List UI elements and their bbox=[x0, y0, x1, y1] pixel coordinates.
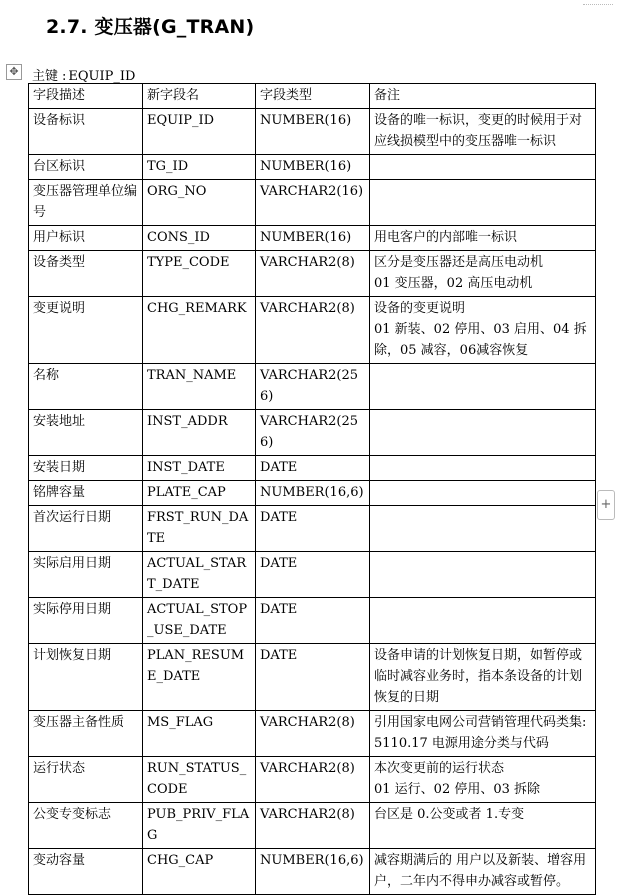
field-type-cell[interactable]: VARCHAR2(8) bbox=[256, 803, 370, 849]
field-note-cell[interactable] bbox=[370, 364, 596, 410]
table-row bbox=[29, 109, 596, 155]
field-type-cell[interactable]: VARCHAR2(256) bbox=[256, 364, 370, 410]
table-row bbox=[29, 644, 596, 711]
field-name-cell[interactable]: EQUIP_ID bbox=[143, 109, 256, 155]
field-desc-cell[interactable]: 变压器主备性质 bbox=[29, 711, 143, 757]
field-desc-cell[interactable]: 设备标识 bbox=[29, 109, 143, 155]
field-note-cell[interactable] bbox=[370, 506, 596, 552]
table-move-handle-icon[interactable]: ✥ bbox=[6, 64, 22, 80]
field-name-cell[interactable]: CONS_ID bbox=[143, 226, 256, 251]
table-row bbox=[29, 297, 596, 364]
field-note-cell[interactable]: 区分是变压器还是高压电动机 01 变压器，02 高压电动机 bbox=[370, 251, 596, 297]
table-row bbox=[29, 481, 596, 506]
table-row bbox=[29, 226, 596, 251]
field-type-cell[interactable]: VARCHAR2(256) bbox=[256, 410, 370, 456]
field-name-cell[interactable]: TRAN_NAME bbox=[143, 364, 256, 410]
field-table bbox=[28, 83, 596, 895]
field-note-cell[interactable] bbox=[370, 598, 596, 644]
field-name-cell[interactable]: TYPE_CODE bbox=[143, 251, 256, 297]
table-row bbox=[29, 251, 596, 297]
primary-key-label: 主键 bbox=[32, 69, 59, 84]
field-type-cell[interactable]: VARCHAR2(8) bbox=[256, 297, 370, 364]
field-type-cell[interactable]: DATE bbox=[256, 644, 370, 711]
table-row bbox=[29, 598, 596, 644]
table-row bbox=[29, 155, 596, 180]
field-desc-cell[interactable]: 首次运行日期 bbox=[29, 506, 143, 552]
table-row bbox=[29, 552, 596, 598]
field-desc-cell[interactable]: 铭牌容量 bbox=[29, 481, 143, 506]
field-name-cell[interactable]: PLAN_RESUME_DATE bbox=[143, 644, 256, 711]
field-type-cell[interactable]: NUMBER(16,6) bbox=[256, 481, 370, 506]
field-name-cell[interactable]: RUN_STATUS_CODE bbox=[143, 757, 256, 803]
column-header: 新字段名 bbox=[143, 84, 256, 109]
field-type-cell[interactable]: VARCHAR2(16) bbox=[256, 180, 370, 226]
table-header-row bbox=[29, 84, 596, 109]
field-type-cell[interactable]: DATE bbox=[256, 552, 370, 598]
field-note-cell[interactable] bbox=[370, 155, 596, 180]
field-desc-cell[interactable]: 变动容量 bbox=[29, 849, 143, 895]
field-desc-cell[interactable]: 计划恢复日期 bbox=[29, 644, 143, 711]
field-desc-cell[interactable]: 安装地址 bbox=[29, 410, 143, 456]
table-row bbox=[29, 803, 596, 849]
table-row bbox=[29, 757, 596, 803]
field-type-cell[interactable]: VARCHAR2(8) bbox=[256, 711, 370, 757]
table-row bbox=[29, 180, 596, 226]
field-desc-cell[interactable]: 实际启用日期 bbox=[29, 552, 143, 598]
table-row bbox=[29, 410, 596, 456]
field-type-cell[interactable]: VARCHAR2(8) bbox=[256, 251, 370, 297]
field-type-cell[interactable]: VARCHAR2(8) bbox=[256, 757, 370, 803]
field-note-cell[interactable]: 减容期满后的 用户以及新装、增容用户，二年内不得申办减容或暂停。 bbox=[370, 849, 596, 895]
field-note-cell[interactable]: 设备的唯一标识，变更的时候用于对应线损模型中的变压器唯一标识 bbox=[370, 109, 596, 155]
field-desc-cell[interactable]: 变压器管理单位编号 bbox=[29, 180, 143, 226]
field-note-cell[interactable]: 用电客户的内部唯一标识 bbox=[370, 226, 596, 251]
table-body bbox=[29, 109, 596, 895]
field-name-cell[interactable]: PLATE_CAP bbox=[143, 481, 256, 506]
field-desc-cell[interactable]: 台区标识 bbox=[29, 155, 143, 180]
column-header: 字段描述 bbox=[29, 84, 143, 109]
column-header: 备注 bbox=[370, 84, 596, 109]
table-row bbox=[29, 849, 596, 895]
add-row-plus-icon[interactable]: + bbox=[597, 490, 615, 520]
field-type-cell[interactable]: NUMBER(16) bbox=[256, 155, 370, 180]
field-desc-cell[interactable]: 公变专变标志 bbox=[29, 803, 143, 849]
field-desc-cell[interactable]: 实际停用日期 bbox=[29, 598, 143, 644]
field-note-cell[interactable]: 引用国家电网公司营销管理代码类集:5110.17 电源用途分类与代码 bbox=[370, 711, 596, 757]
field-name-cell[interactable]: TG_ID bbox=[143, 155, 256, 180]
field-name-cell[interactable]: PUB_PRIV_FLAG bbox=[143, 803, 256, 849]
field-name-cell[interactable]: CHG_CAP bbox=[143, 849, 256, 895]
field-desc-cell[interactable]: 运行状态 bbox=[29, 757, 143, 803]
field-name-cell[interactable]: ORG_NO bbox=[143, 180, 256, 226]
field-type-cell[interactable]: NUMBER(16) bbox=[256, 226, 370, 251]
page-margin-mark bbox=[583, 4, 613, 6]
field-note-cell[interactable] bbox=[370, 180, 596, 226]
field-note-cell[interactable]: 设备申请的计划恢复日期，如暂停或临时减容业务时，指本条设备的计划恢复的日期 bbox=[370, 644, 596, 711]
field-type-cell[interactable]: NUMBER(16) bbox=[256, 109, 370, 155]
primary-key-value: EQUIP_ID bbox=[68, 69, 136, 84]
column-header: 字段类型 bbox=[256, 84, 370, 109]
field-note-cell[interactable] bbox=[370, 552, 596, 598]
field-name-cell[interactable]: INST_ADDR bbox=[143, 410, 256, 456]
field-name-cell[interactable]: ACTUAL_STOP_USE_DATE bbox=[143, 598, 256, 644]
field-desc-cell[interactable]: 变更说明 bbox=[29, 297, 143, 364]
table-row bbox=[29, 456, 596, 481]
primary-key-separator: : bbox=[62, 69, 67, 84]
field-name-cell[interactable]: INST_DATE bbox=[143, 456, 256, 481]
section-heading: 2.7. 变压器(G_TRAN) bbox=[46, 16, 255, 38]
field-type-cell[interactable]: NUMBER(16,6) bbox=[256, 849, 370, 895]
field-note-cell[interactable] bbox=[370, 481, 596, 506]
field-name-cell[interactable]: MS_FLAG bbox=[143, 711, 256, 757]
field-name-cell[interactable]: FRST_RUN_DATE bbox=[143, 506, 256, 552]
table-row bbox=[29, 711, 596, 757]
field-desc-cell[interactable]: 用户标识 bbox=[29, 226, 143, 251]
field-note-cell[interactable]: 本次变更前的运行状态 01 运行、02 停用、03 拆除 bbox=[370, 757, 596, 803]
field-type-cell[interactable]: DATE bbox=[256, 506, 370, 552]
field-desc-cell[interactable]: 安装日期 bbox=[29, 456, 143, 481]
field-note-cell[interactable]: 台区是 0.公变或者 1.专变 bbox=[370, 803, 596, 849]
table-row bbox=[29, 506, 596, 552]
table-row bbox=[29, 364, 596, 410]
field-note-cell[interactable]: 设备的变更说明 01 新装、02 停用、03 启用、04 拆除，05 减容，06减容恢复 bbox=[370, 297, 596, 364]
field-desc-cell[interactable]: 设备类型 bbox=[29, 251, 143, 297]
field-desc-cell[interactable]: 名称 bbox=[29, 364, 143, 410]
field-note-cell[interactable] bbox=[370, 456, 596, 481]
field-note-cell[interactable] bbox=[370, 410, 596, 456]
field-name-cell[interactable]: ACTUAL_START_DATE bbox=[143, 552, 256, 598]
primary-key-line bbox=[32, 65, 135, 84]
field-type-cell[interactable]: DATE bbox=[256, 598, 370, 644]
field-name-cell[interactable]: CHG_REMARK bbox=[143, 297, 256, 364]
field-type-cell[interactable]: DATE bbox=[256, 456, 370, 481]
